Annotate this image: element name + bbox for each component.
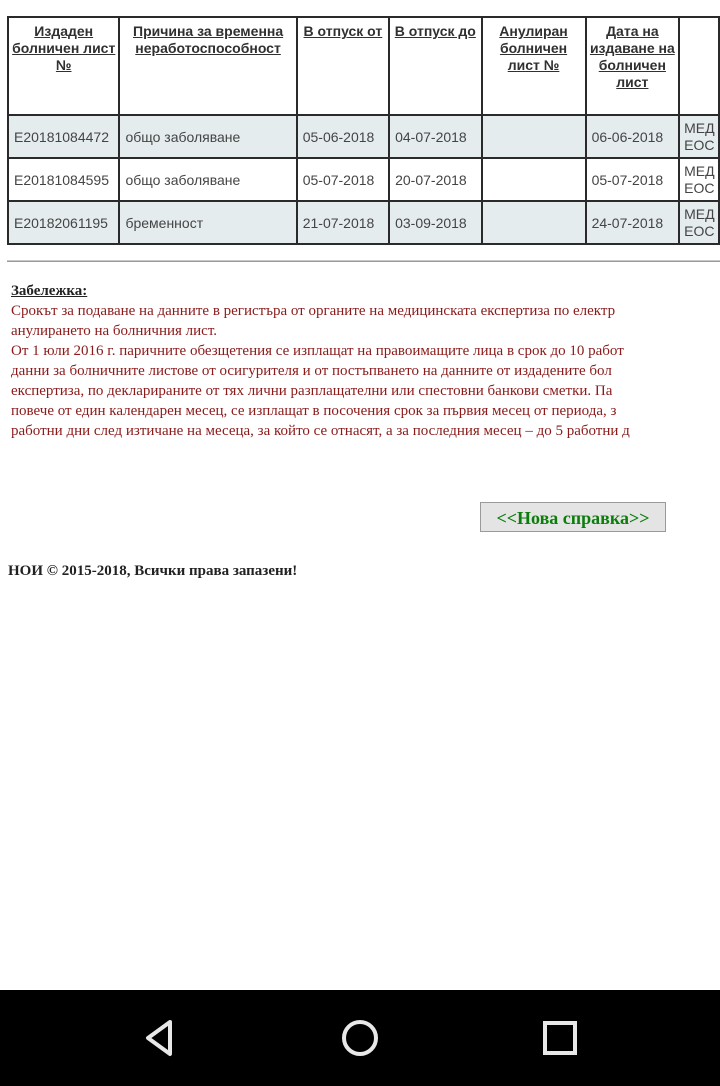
note-section [11,281,720,441]
cell-sheet-no: E20181084595 [8,158,119,201]
cell-from: 05-07-2018 [297,158,389,201]
cell-reason: общо заболяване [119,158,296,201]
cell-from: 05-06-2018 [297,115,389,158]
cell-to: 20-07-2018 [389,158,481,201]
note-line: работни дни след изтичане на месеца, за който се отнасят, а за последния месец – до 5 работни д [11,423,630,439]
col-header-annulled[interactable]: Анулиран болничен лист № [482,17,586,115]
cell-issued: 05-07-2018 [586,158,680,201]
table-container [0,0,720,260]
cell-issued: 24-07-2018 [586,201,680,244]
col-header-to[interactable]: В отпуск до [389,17,481,115]
cell-sheet-no: E20182061195 [8,201,119,244]
table-row [8,201,719,244]
note-line: експертиза, по декларираните от тях лични разплащателни или спестовни банкови сметки. Па [11,383,613,399]
home-icon[interactable] [336,1014,384,1062]
table-header-row [8,17,719,115]
table-row [8,115,719,158]
col-header-sheet-no[interactable]: Издаден болничен лист № [8,17,119,115]
note-line: От 1 юли 2016 г. паричните обезщетения се изплащат на правоимащите лица в срок до 10 работ [11,343,624,359]
back-icon[interactable] [136,1014,184,1062]
sick-leave-table [7,16,720,245]
cell-issuer: МЕД ЕОС [679,201,719,244]
footer-copyright: НОИ © 2015-2018, Всички права запазени! [8,563,298,579]
cell-to: 04-07-2018 [389,115,481,158]
cell-sheet-no: E20181084472 [8,115,119,158]
col-header-reason[interactable]: Причина за временна неработоспособност [119,17,296,115]
table-row [8,158,719,201]
col-header-issued[interactable]: Дата на издаване на болничен лист [586,17,680,115]
recents-icon[interactable] [536,1014,584,1062]
cell-to: 03-09-2018 [389,201,481,244]
cell-annulled [482,201,586,244]
note-line: Срокът за подаване на данните в регистъра от органите на медицинската експертиза по електр [11,303,616,319]
note-line: анулирането на болничния лист. [11,323,217,339]
note-line: повече от един календарен месец, се изплащат в посочения срок за първия месец от периода, з [11,403,617,419]
col-header-clipped [679,17,719,115]
cell-issued: 06-06-2018 [586,115,680,158]
cell-reason: бременност [119,201,296,244]
android-navigation-bar [0,990,720,1086]
horizontal-divider [7,260,720,262]
note-title: Забележка: [11,283,88,299]
col-header-from[interactable]: В отпуск от [297,17,389,115]
cell-reason: общо заболяване [119,115,296,158]
new-query-button[interactable]: <<Нова справка>> [480,502,666,532]
cell-issuer: МЕД ЕОС [679,158,719,201]
cell-from: 21-07-2018 [297,201,389,244]
cell-annulled [482,158,586,201]
cell-issuer: МЕД ЕОС [679,115,719,158]
note-line: данни за болничните листове от осигурителя и от постъпването на данните от издадените бол [11,363,612,379]
cell-annulled [482,115,586,158]
